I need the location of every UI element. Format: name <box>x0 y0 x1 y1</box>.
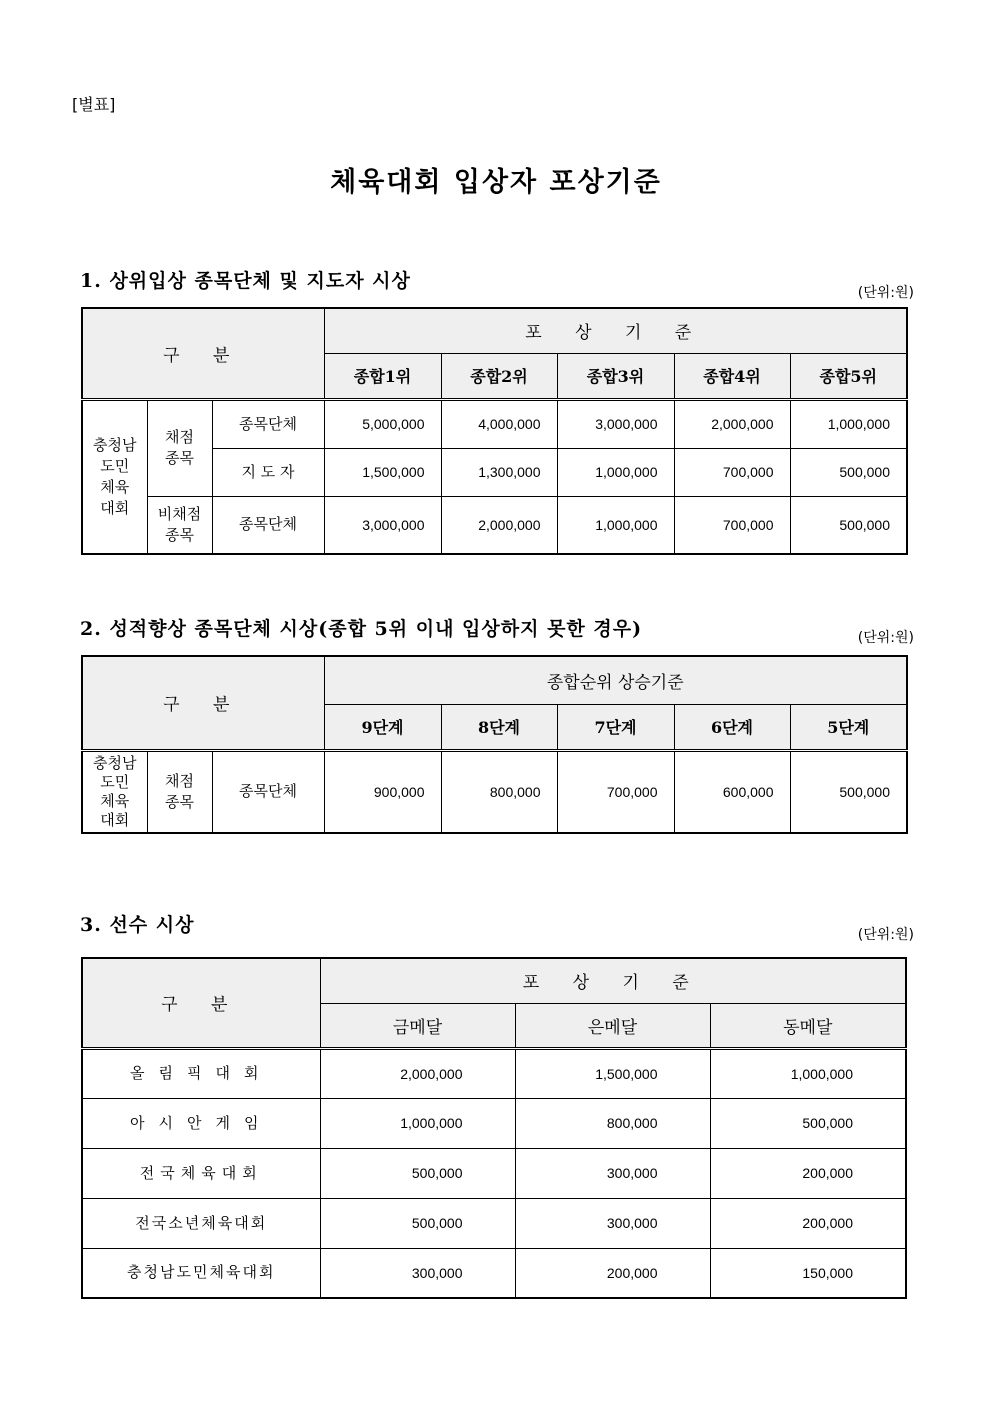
s2-group-header: 종합순위 상승기준 <box>324 656 907 704</box>
s2-cell: 900,000 <box>324 750 441 833</box>
s3-cell: 500,000 <box>320 1148 515 1198</box>
s1-cell: 500,000 <box>790 448 907 496</box>
s1-cell: 5,000,000 <box>324 399 441 448</box>
s3-cell: 1,000,000 <box>710 1048 906 1098</box>
s3-row-label: 전국소년체육대회 <box>82 1198 320 1248</box>
s1-col-header: 종합5위 <box>790 353 907 399</box>
s3-cell: 200,000 <box>710 1148 906 1198</box>
s2-row-label: 종목단체 <box>212 750 324 833</box>
s1-cell: 700,000 <box>674 448 790 496</box>
s1-scored-label: 채점 종목 <box>147 399 212 496</box>
s3-cell: 300,000 <box>320 1248 515 1298</box>
s2-event-label: 충청남 도민 체육 대회 <box>82 750 147 833</box>
s3-row-label: 충청남도민체육대회 <box>82 1248 320 1298</box>
s3-cell: 300,000 <box>515 1148 710 1198</box>
section2-table <box>81 655 908 834</box>
s3-col-header: 동메달 <box>710 1003 906 1048</box>
s1-cell: 4,000,000 <box>441 399 557 448</box>
s1-cell: 700,000 <box>674 496 790 554</box>
s1-cell: 1,000,000 <box>790 399 907 448</box>
s1-event-label: 충청남 도민 체육 대회 <box>82 399 147 554</box>
s3-cell: 500,000 <box>320 1198 515 1248</box>
appendix-label: [별표] <box>72 95 116 114</box>
s2-col-header: 9단계 <box>324 704 441 750</box>
s1-col-header: 종합4위 <box>674 353 790 399</box>
s1-row-label: 종목단체 <box>212 496 324 554</box>
s3-cell: 500,000 <box>710 1098 906 1148</box>
s1-row-label: 종목단체 <box>212 399 324 448</box>
s3-cell: 200,000 <box>515 1248 710 1298</box>
section1-unit: (단위:원) <box>857 285 914 301</box>
s3-row-label: 올림픽대회 <box>82 1048 320 1098</box>
section3-table <box>81 957 907 1299</box>
s1-col-header: 종합3위 <box>557 353 674 399</box>
s2-col-header: 6단계 <box>674 704 790 750</box>
s3-cell: 200,000 <box>710 1198 906 1248</box>
s2-cell: 500,000 <box>790 750 907 833</box>
s2-cell: 800,000 <box>441 750 557 833</box>
s3-row-label: 전국체육대회 <box>82 1148 320 1198</box>
s2-scored-label: 채점 종목 <box>147 750 212 833</box>
s1-cell: 3,000,000 <box>324 496 441 554</box>
s2-category-header: 구 분 <box>163 695 244 716</box>
s3-cell: 800,000 <box>515 1098 710 1148</box>
s3-cell: 1,500,000 <box>515 1048 710 1098</box>
s1-cell: 1,300,000 <box>441 448 557 496</box>
s1-cell: 500,000 <box>790 496 907 554</box>
section1-heading: 1. 상위입상 종목단체 및 지도자 시상 <box>80 270 411 292</box>
s3-col-header: 금메달 <box>320 1003 515 1048</box>
s3-cell: 1,000,000 <box>320 1098 515 1148</box>
s3-row-label: 아시안게임 <box>82 1098 320 1148</box>
section2-heading: 2. 성적향상 종목단체 시상(종합 5위 이내 입상하지 못한 경우) <box>80 618 643 640</box>
section1-table <box>81 307 908 555</box>
s2-col-header: 7단계 <box>557 704 674 750</box>
s2-col-header: 8단계 <box>441 704 557 750</box>
s2-cell: 600,000 <box>674 750 790 833</box>
s3-cell: 2,000,000 <box>320 1048 515 1098</box>
section2-unit: (단위:원) <box>857 630 914 646</box>
s1-unscored-label: 비채점 종목 <box>147 496 212 554</box>
s1-col-header: 종합2위 <box>441 353 557 399</box>
s1-cell: 3,000,000 <box>557 399 674 448</box>
section3-unit: (단위:원) <box>857 927 914 943</box>
page-title: 체육대회 입상자 포상기준 <box>330 167 662 198</box>
s3-cell: 300,000 <box>515 1198 710 1248</box>
s3-cell: 150,000 <box>710 1248 906 1298</box>
s1-cell: 1,500,000 <box>324 448 441 496</box>
s1-cell: 2,000,000 <box>441 496 557 554</box>
s1-category-header: 구 분 <box>163 345 244 366</box>
s1-row-label: 지 도 자 <box>212 448 324 496</box>
s3-category-header: 구 분 <box>161 995 242 1016</box>
s1-group-header: 포 상 기 준 <box>525 323 706 344</box>
s1-col-header: 종합1위 <box>324 353 441 399</box>
s3-col-header: 은메달 <box>515 1003 710 1048</box>
s1-cell: 1,000,000 <box>557 496 674 554</box>
section3-heading: 3. 선수 시상 <box>80 914 195 936</box>
s1-cell: 2,000,000 <box>674 399 790 448</box>
s3-group-header: 포 상 기 준 <box>522 973 703 994</box>
s2-col-header: 5단계 <box>790 704 907 750</box>
s1-cell: 1,000,000 <box>557 448 674 496</box>
s2-cell: 700,000 <box>557 750 674 833</box>
